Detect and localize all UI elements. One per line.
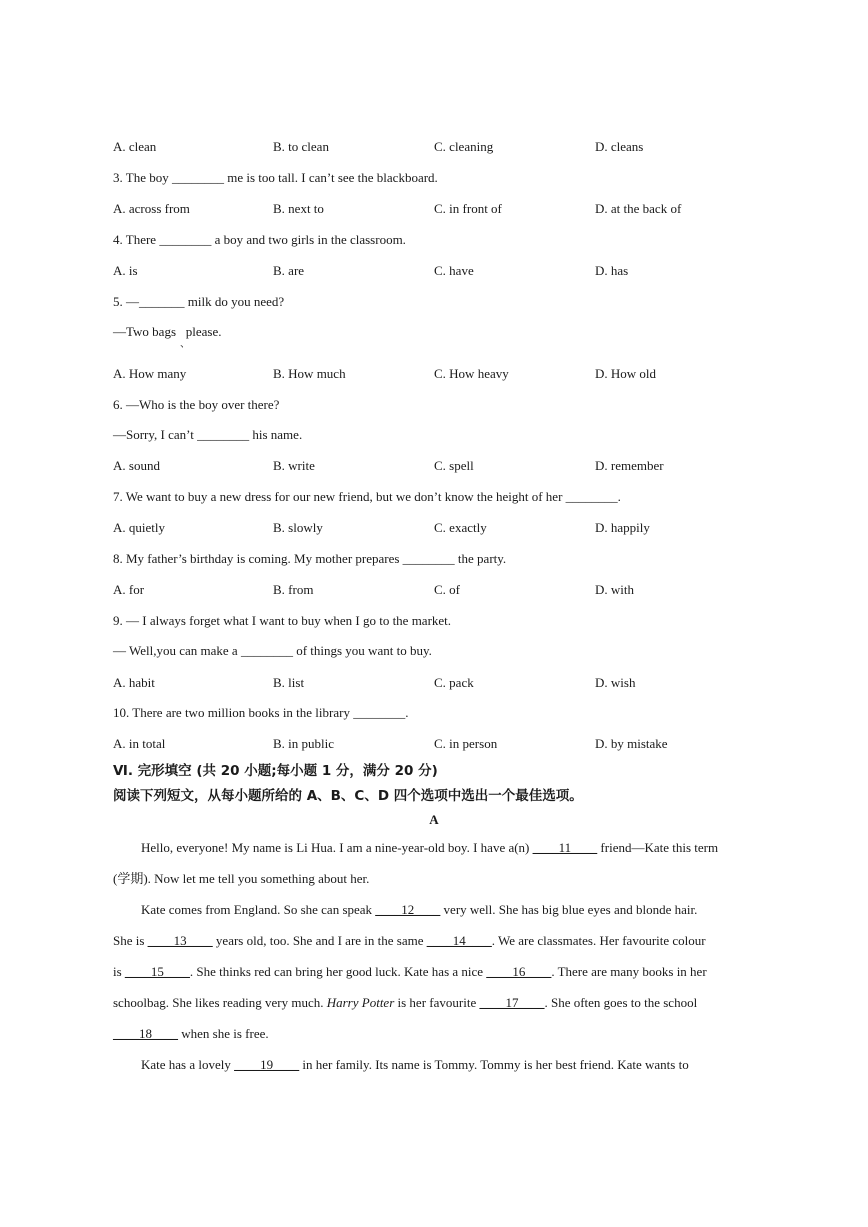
q4-option-c: C. have bbox=[434, 263, 474, 278]
q2-option-b: B. to clean bbox=[273, 139, 329, 154]
q4-question: 4. There ________ a boy and two girls in the classroom. bbox=[113, 232, 406, 247]
q2-option-c: C. cleaning bbox=[434, 139, 494, 154]
passage-line-5 bbox=[113, 964, 758, 980]
passage-text: Kate has a lovely bbox=[141, 1057, 235, 1072]
q9-option-c: C. pack bbox=[434, 675, 474, 690]
q5-options bbox=[113, 366, 793, 382]
passage-text: in her family. Its name is Tommy. Tommy is her best friend. Kate wants to bbox=[299, 1057, 689, 1072]
q4-option-a: A. is bbox=[113, 263, 138, 278]
passage-line-1 bbox=[141, 840, 786, 856]
q10-option-a: A. in total bbox=[113, 736, 166, 751]
q4-options bbox=[113, 263, 793, 279]
passage-text: is her favourite bbox=[394, 995, 480, 1010]
q9-answer-line: — Well,you can make a ________ of things you want to buy. bbox=[113, 643, 432, 658]
q2-options bbox=[113, 139, 793, 155]
passage-line-2: (学期). Now let me tell you something about her. bbox=[113, 871, 370, 886]
passage-line-8 bbox=[141, 1057, 786, 1073]
q5-question: 5. —_______ milk do you need? bbox=[113, 294, 285, 309]
q8-option-b: B. from bbox=[273, 582, 314, 597]
passage-text: is bbox=[113, 964, 125, 979]
q7-option-c: C. exactly bbox=[434, 520, 487, 535]
section-title: Ⅵ. 完形填空 (共 20 小题;每小题 1 分，满分 20 分) bbox=[113, 763, 438, 779]
q6-option-a: A. sound bbox=[113, 458, 160, 473]
q4-option-d: D. has bbox=[595, 263, 629, 278]
q3-option-b: B. next to bbox=[273, 201, 324, 216]
passage-label: A bbox=[429, 812, 439, 827]
q3-question: 3. The boy ________ me is too tall. I can’t see the blackboard. bbox=[113, 170, 438, 185]
q2-option-d: D. cleans bbox=[595, 139, 644, 154]
q10-options bbox=[113, 736, 793, 752]
q9-options bbox=[113, 675, 793, 691]
blank-11: ____11____ bbox=[532, 840, 598, 855]
passage-text: very well. She has big blue eyes and blonde hair. bbox=[440, 902, 698, 917]
blank-17: ____17____ bbox=[479, 995, 545, 1010]
q9-question: 9. — I always forget what I want to buy when I go to the market. bbox=[113, 613, 452, 628]
q5-answer-start: —Two bags bbox=[113, 324, 177, 339]
q6-options bbox=[113, 458, 793, 474]
passage-text: years old, too. She and I are in the same bbox=[212, 933, 427, 948]
q6-answer-line: —Sorry, I can’t ________ his name. bbox=[113, 427, 303, 442]
q6-option-b: B. write bbox=[273, 458, 315, 473]
passage-text: . There are many books in her bbox=[551, 964, 707, 979]
q7-option-d: D. happily bbox=[595, 520, 650, 535]
q7-question: 7. We want to buy a new dress for our new friend, but we don’t know the height of her ________. bbox=[113, 489, 621, 504]
q5-tick-mark: 、 bbox=[180, 339, 190, 350]
passage-line-7 bbox=[113, 1026, 758, 1042]
q7-options bbox=[113, 520, 793, 536]
q5-answer-end: please. bbox=[185, 324, 222, 339]
q8-option-a: A. for bbox=[113, 582, 145, 597]
q4-option-b: B. are bbox=[273, 263, 305, 278]
q3-option-d: D. at the back of bbox=[595, 201, 682, 216]
passage-line-3 bbox=[141, 902, 786, 918]
section-instruction: 阅读下列短文，从每小题所给的 A、B、C、D 四个选项中选出一个最佳选项。 bbox=[113, 788, 583, 804]
q3-option-a: A. across from bbox=[113, 201, 190, 216]
q8-question: 8. My father’s birthday is coming. My mother prepares ________ the party. bbox=[113, 551, 507, 566]
q9-option-b: B. list bbox=[273, 675, 305, 690]
passage-line-6 bbox=[113, 995, 758, 1011]
blank-14: ____14____ bbox=[426, 933, 492, 948]
passage-line-4 bbox=[113, 933, 758, 949]
passage-text: when she is free. bbox=[178, 1026, 269, 1041]
passage-text: friend—Kate this term bbox=[597, 840, 719, 855]
q5-option-d: D. How old bbox=[595, 366, 657, 381]
book-title: Harry Potter bbox=[326, 995, 395, 1010]
passage-text: . We are classmates. Her favourite colour bbox=[491, 933, 706, 948]
q6-option-c: C. spell bbox=[434, 458, 474, 473]
passage-text: Hello, everyone! My name is Li Hua. I am a nine-year-old boy. I have a(n) bbox=[141, 840, 533, 855]
q7-option-b: B. slowly bbox=[273, 520, 323, 535]
q8-options bbox=[113, 582, 793, 598]
q5-option-b: B. How much bbox=[273, 366, 346, 381]
passage-text: schoolbag. She likes reading very much. bbox=[113, 995, 327, 1010]
q5-option-c: C. How heavy bbox=[434, 366, 509, 381]
q10-option-c: C. in person bbox=[434, 736, 498, 751]
passage-text: She is bbox=[113, 933, 148, 948]
q10-option-d: D. by mistake bbox=[595, 736, 668, 751]
q9-option-d: D. wish bbox=[595, 675, 636, 690]
blank-19: ____19____ bbox=[234, 1057, 300, 1072]
q10-option-b: B. in public bbox=[273, 736, 335, 751]
blank-15: ____15____ bbox=[124, 964, 190, 979]
blank-13: ____13____ bbox=[147, 933, 213, 948]
q8-option-d: D. with bbox=[595, 582, 634, 597]
passage-text: . She thinks red can bring her good luck. Kate has a nice bbox=[189, 964, 487, 979]
passage-text: . She often goes to the school bbox=[544, 995, 698, 1010]
q3-option-c: C. in front of bbox=[434, 201, 502, 216]
q7-option-a: A. quietly bbox=[113, 520, 165, 535]
q3-options bbox=[113, 201, 793, 217]
q2-option-a: A. clean bbox=[113, 139, 157, 154]
q6-question: 6. —Who is the boy over there? bbox=[113, 397, 280, 412]
q5-answer-line bbox=[113, 324, 222, 340]
q10-question: 10. There are two million books in the library ________. bbox=[113, 705, 409, 720]
q5-option-a: A. How many bbox=[113, 366, 187, 381]
q8-option-c: C. of bbox=[434, 582, 460, 597]
blank-16: ____16____ bbox=[486, 964, 552, 979]
passage-text: Kate comes from England. So she can speak bbox=[141, 902, 376, 917]
blank-12: ____12____ bbox=[375, 902, 441, 917]
q9-option-a: A. habit bbox=[113, 675, 155, 690]
blank-18: ____18____ bbox=[113, 1026, 178, 1041]
q6-option-d: D. remember bbox=[595, 458, 664, 473]
